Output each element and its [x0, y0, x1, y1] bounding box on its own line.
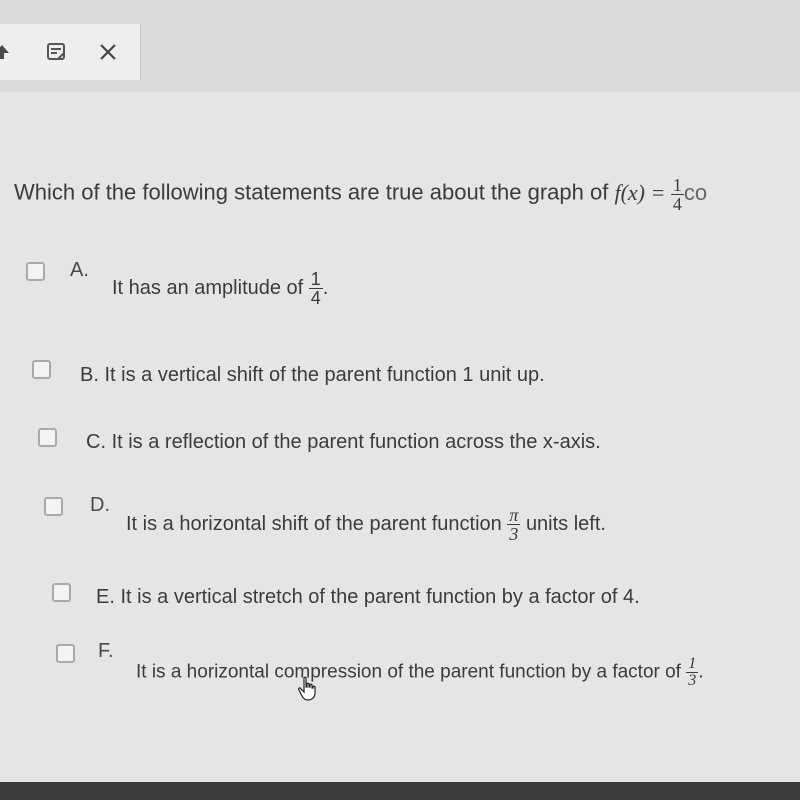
arrow-icon[interactable] — [0, 32, 22, 72]
question-text: Which of the following statements are true about the graph of f(x) = $\frac{1}{4}$ co — [14, 175, 708, 214]
option-c-letter: C. — [86, 431, 106, 453]
option-a-text[interactable]: It has an amplitude of $\frac{1}{4}$ . — [112, 269, 329, 308]
option-f-text[interactable]: It is a horizontal compression of the parent function by a factor of $\frac{1}{3}$ . — [136, 655, 704, 689]
option-e-letter: E. — [96, 586, 115, 608]
bottom-strip — [0, 782, 800, 800]
option-b-checkbox[interactable] — [32, 360, 51, 379]
option-b-letter: B. — [80, 364, 99, 386]
option-c-checkbox[interactable] — [38, 428, 57, 447]
option-c-text[interactable]: C. It is a reflection of the parent function across the x-axis. — [86, 431, 601, 453]
option-d-text[interactable]: It is a horizontal shift of the parent function $\frac{\pi}{3}$ units left. — [126, 505, 606, 544]
function-expression: f(x) = $\frac{1}{4}$ co — [614, 175, 708, 214]
toolbar — [0, 24, 141, 80]
option-d-checkbox[interactable] — [44, 497, 63, 516]
option-a-fraction: $\frac{1}{4}$ — [310, 269, 321, 308]
option-d-fraction: $\frac{\pi}{3}$ — [509, 505, 519, 544]
option-e-checkbox[interactable] — [52, 583, 71, 602]
hand-cursor-icon — [296, 676, 320, 707]
option-d-letter: D. — [90, 494, 110, 516]
note-icon[interactable] — [36, 32, 76, 72]
option-f-checkbox[interactable] — [56, 644, 75, 663]
option-b-text[interactable]: B. It is a vertical shift of the parent function 1 unit up. — [80, 364, 545, 386]
option-f-letter: F. — [98, 640, 114, 662]
coefficient-fraction: $\frac{1}{4}$ — [672, 175, 682, 214]
option-a-checkbox[interactable] — [26, 262, 45, 281]
option-a-letter: A. — [70, 259, 89, 281]
option-f-fraction: $\frac{1}{3}$ — [688, 655, 697, 689]
close-icon[interactable] — [88, 32, 128, 72]
option-e-text[interactable]: E. It is a vertical stretch of the parent function by a factor of 4. — [96, 586, 640, 608]
